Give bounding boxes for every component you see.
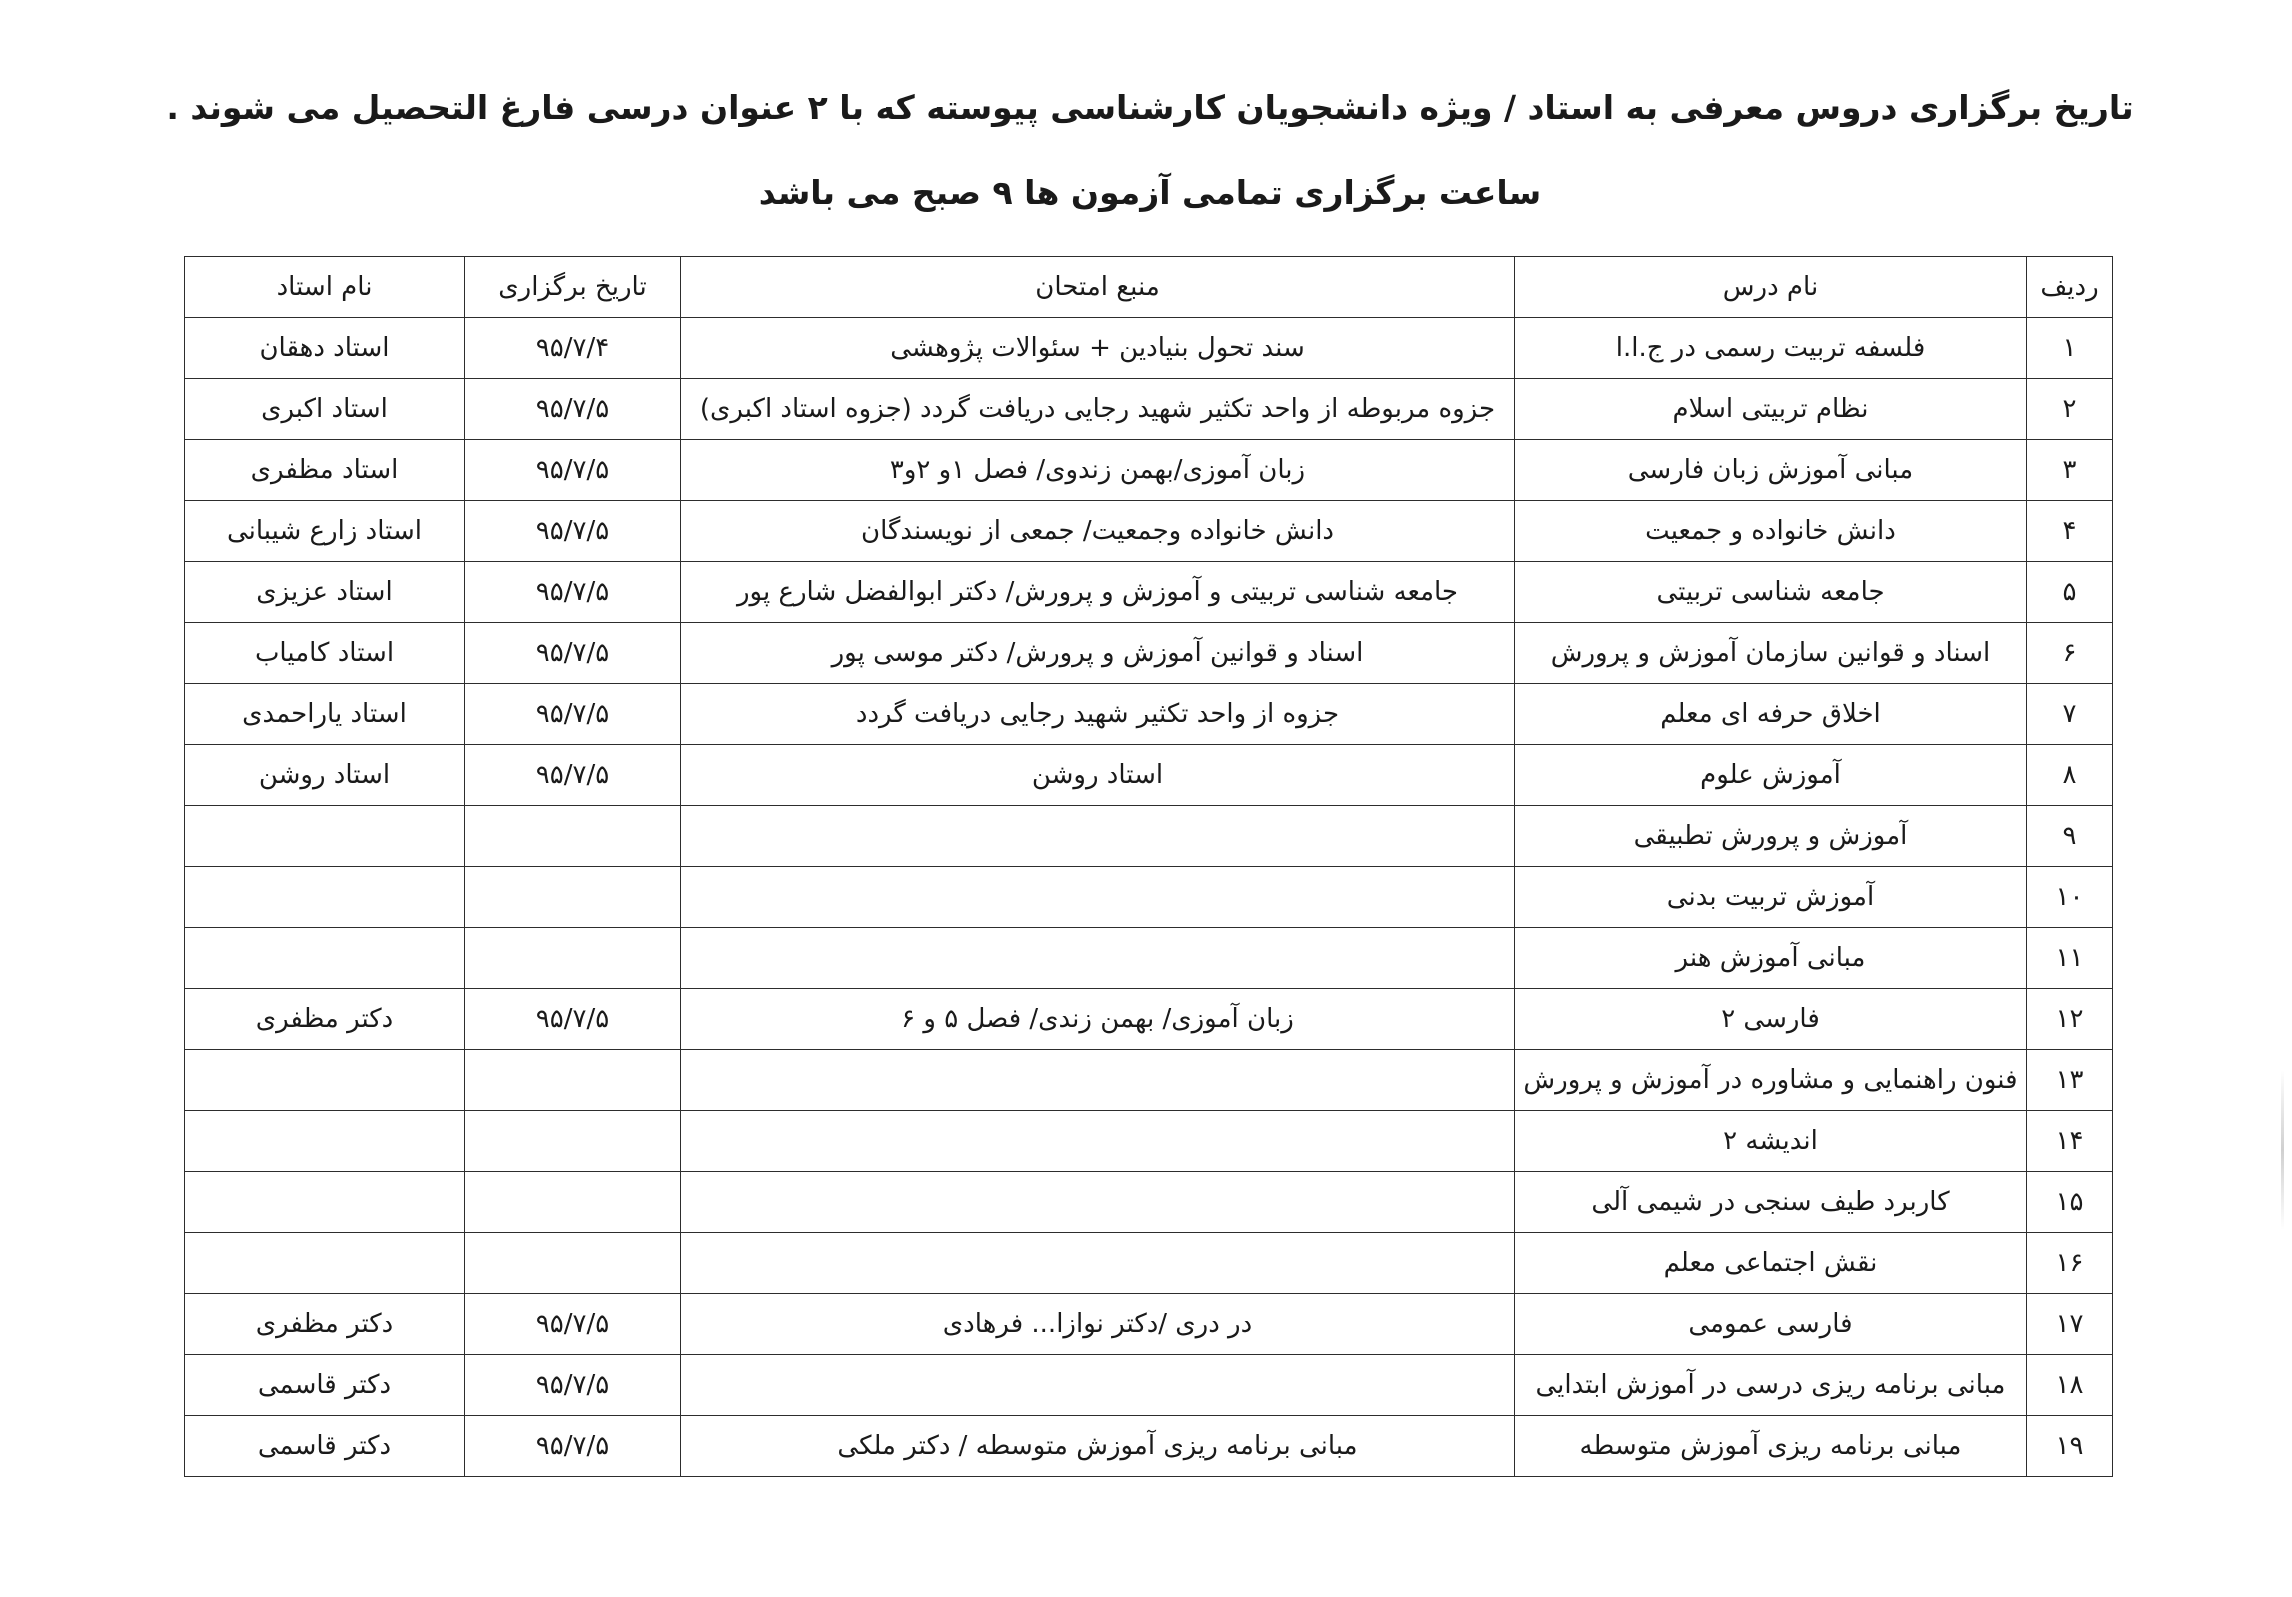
instructor-name-cell — [185, 1172, 465, 1233]
exam-date-cell — [465, 928, 681, 989]
exam-date-cell: ۹۵/۷/۵ — [465, 745, 681, 806]
exam-source-cell: سند تحول بنیادین + سئوالات پژوهشی — [681, 318, 1515, 379]
table-row — [185, 745, 2113, 806]
table-row — [185, 501, 2113, 562]
table-row — [185, 379, 2113, 440]
row-number-cell: ۹ — [2027, 806, 2113, 867]
header-course-name: نام درس — [1515, 257, 2027, 318]
exam-source-cell — [681, 1233, 1515, 1294]
exam-source-cell: جزوه از واحد تکثیر شهید رجایی دریافت گردد — [681, 684, 1515, 745]
course-name-cell: مبانی برنامه ریزی درسی در آموزش ابتدایی — [1515, 1355, 2027, 1416]
exam-date-cell: ۹۵/۷/۵ — [465, 562, 681, 623]
instructor-name-cell: استاد روشن — [185, 745, 465, 806]
row-number-cell: ۱۴ — [2027, 1111, 2113, 1172]
course-name-cell: آموزش علوم — [1515, 745, 2027, 806]
row-number-cell: ۸ — [2027, 745, 2113, 806]
course-name-cell: نظام تربیتی اسلام — [1515, 379, 2027, 440]
table-row — [185, 562, 2113, 623]
course-name-cell: مبانی آموزش هنر — [1515, 928, 2027, 989]
exam-date-cell: ۹۵/۷/۵ — [465, 1416, 681, 1477]
exam-date-cell — [465, 1111, 681, 1172]
exam-source-cell — [681, 1355, 1515, 1416]
course-name-cell: مبانی آموزش زبان فارسی — [1515, 440, 2027, 501]
table-row — [185, 989, 2113, 1050]
exam-date-cell: ۹۵/۷/۵ — [465, 989, 681, 1050]
exam-source-cell — [681, 1111, 1515, 1172]
exam-date-cell: ۹۵/۷/۴ — [465, 318, 681, 379]
row-number-cell: ۴ — [2027, 501, 2113, 562]
exam-source-cell: زبان آموزی/ بهمن زندی/ فصل ۵ و ۶ — [681, 989, 1515, 1050]
exam-date-cell: ۹۵/۷/۵ — [465, 379, 681, 440]
course-name-cell: فارسی ۲ — [1515, 989, 2027, 1050]
row-number-cell: ۱۳ — [2027, 1050, 2113, 1111]
row-number-cell: ۱ — [2027, 318, 2113, 379]
header-exam-date: تاریخ برگزاری — [465, 257, 681, 318]
exam-date-cell — [465, 1172, 681, 1233]
course-name-cell: فنون راهنمایی و مشاوره در آموزش و پرورش — [1515, 1050, 2027, 1111]
row-number-cell: ۱۰ — [2027, 867, 2113, 928]
header-exam-source: منبع امتحان — [681, 257, 1515, 318]
course-name-cell: کاربرد طیف سنجی در شیمی آلی — [1515, 1172, 2027, 1233]
instructor-name-cell: دکتر قاسمی — [185, 1355, 465, 1416]
exam-source-cell: مبانی برنامه ریزی آموزش متوسطه / دکتر ملکی — [681, 1416, 1515, 1477]
row-number-cell: ۶ — [2027, 623, 2113, 684]
exam-date-cell: ۹۵/۷/۵ — [465, 1355, 681, 1416]
instructor-name-cell: استاد کامیاب — [185, 623, 465, 684]
exam-source-cell: در دری /دکتر نوازا... فرهادی — [681, 1294, 1515, 1355]
instructor-name-cell — [185, 1111, 465, 1172]
table-row — [185, 1294, 2113, 1355]
course-name-cell: آموزش و پرورش تطبیقی — [1515, 806, 2027, 867]
exam-date-cell: ۹۵/۷/۵ — [465, 684, 681, 745]
exam-source-cell — [681, 806, 1515, 867]
course-name-cell: فارسی عمومی — [1515, 1294, 2027, 1355]
exam-source-cell: زبان آموزی/بهمن زندوی/ فصل ۱و ۲و۳ — [681, 440, 1515, 501]
course-name-cell: آموزش تربیت بدنی — [1515, 867, 2027, 928]
table-row — [185, 1172, 2113, 1233]
course-name-cell: اندیشه ۲ — [1515, 1111, 2027, 1172]
instructor-name-cell — [185, 867, 465, 928]
course-name-cell: اسناد و قوانین سازمان آموزش و پرورش — [1515, 623, 2027, 684]
row-number-cell: ۱۹ — [2027, 1416, 2113, 1477]
exam-source-cell: دانش خانواده وجمعیت/ جمعی از نویسندگان — [681, 501, 1515, 562]
course-name-cell: فلسفه تربیت رسمی در ج.ا.ا — [1515, 318, 2027, 379]
course-name-cell: نقش اجتماعی معلم — [1515, 1233, 2027, 1294]
instructor-name-cell: دکتر مظفری — [185, 1294, 465, 1355]
table-row — [185, 1111, 2113, 1172]
exam-date-cell: ۹۵/۷/۵ — [465, 501, 681, 562]
table-header-row — [185, 257, 2113, 318]
exam-source-cell — [681, 1172, 1515, 1233]
exam-source-cell: جزوه مربوطه از واحد تکثیر شهید رجایی دریافت گردد (جزوه استاد اکبری) — [681, 379, 1515, 440]
instructor-name-cell: استاد مظفری — [185, 440, 465, 501]
header-instructor-name: نام استاد — [185, 257, 465, 318]
exam-time-note: ساعت برگزاری تمامی آزمون ها ۹ صبح می باشد — [758, 173, 1542, 212]
instructor-name-cell: دکتر مظفری — [185, 989, 465, 1050]
instructor-name-cell: استاد اکبری — [185, 379, 465, 440]
document-title: تاریخ برگزاری دروس معرفی به استاد / ویژه دانشجویان کارشناسی پیوسته که با ۲ عنوان درسی فارغ التحصیل می شوند . — [166, 88, 2134, 127]
course-name-cell: اخلاق حرفه ای معلم — [1515, 684, 2027, 745]
course-name-cell: جامعه شناسی تربیتی — [1515, 562, 2027, 623]
instructor-name-cell: استاد عزیزی — [185, 562, 465, 623]
table-row — [185, 684, 2113, 745]
instructor-name-cell — [185, 928, 465, 989]
table-row — [185, 1416, 2113, 1477]
row-number-cell: ۱۸ — [2027, 1355, 2113, 1416]
table-row — [185, 806, 2113, 867]
exam-date-cell: ۹۵/۷/۵ — [465, 1294, 681, 1355]
row-number-cell: ۳ — [2027, 440, 2113, 501]
row-number-cell: ۱۷ — [2027, 1294, 2113, 1355]
table-row — [185, 928, 2113, 989]
exam-date-cell — [465, 1233, 681, 1294]
exam-source-cell: اسناد و قوانین آموزش و پرورش/ دکتر موسی پور — [681, 623, 1515, 684]
header-row-number: ردیف — [2027, 257, 2113, 318]
instructor-name-cell: استاد یاراحمدی — [185, 684, 465, 745]
table-body — [185, 318, 2113, 1477]
exam-date-cell: ۹۵/۷/۵ — [465, 440, 681, 501]
exam-schedule-table — [184, 256, 2113, 1477]
exam-source-cell: استاد روشن — [681, 745, 1515, 806]
table-row — [185, 440, 2113, 501]
table-row — [185, 1355, 2113, 1416]
table-row — [185, 1050, 2113, 1111]
course-name-cell: دانش خانواده و جمعیت — [1515, 501, 2027, 562]
row-number-cell: ۵ — [2027, 562, 2113, 623]
instructor-name-cell: دکتر قاسمی — [185, 1416, 465, 1477]
row-number-cell: ۱۶ — [2027, 1233, 2113, 1294]
row-number-cell: ۲ — [2027, 379, 2113, 440]
exam-source-cell — [681, 867, 1515, 928]
instructor-name-cell — [185, 1050, 465, 1111]
table-row — [185, 318, 2113, 379]
exam-date-cell — [465, 1050, 681, 1111]
exam-date-cell: ۹۵/۷/۵ — [465, 623, 681, 684]
exam-date-cell — [465, 867, 681, 928]
exam-source-cell: جامعه شناسی تربیتی و آموزش و پرورش/ دکتر ابوالفضل شارع پور — [681, 562, 1515, 623]
table-row — [185, 623, 2113, 684]
exam-source-cell — [681, 928, 1515, 989]
row-number-cell: ۱۵ — [2027, 1172, 2113, 1233]
exam-date-cell — [465, 806, 681, 867]
table-row — [185, 1233, 2113, 1294]
row-number-cell: ۱۱ — [2027, 928, 2113, 989]
scan-artifact — [2281, 1070, 2284, 1230]
row-number-cell: ۱۲ — [2027, 989, 2113, 1050]
instructor-name-cell — [185, 1233, 465, 1294]
instructor-name-cell — [185, 806, 465, 867]
table-row — [185, 867, 2113, 928]
course-name-cell: مبانی برنامه ریزی آموزش متوسطه — [1515, 1416, 2027, 1477]
row-number-cell: ۷ — [2027, 684, 2113, 745]
instructor-name-cell: استاد زارع شیبانی — [185, 501, 465, 562]
exam-source-cell — [681, 1050, 1515, 1111]
instructor-name-cell: استاد دهقان — [185, 318, 465, 379]
